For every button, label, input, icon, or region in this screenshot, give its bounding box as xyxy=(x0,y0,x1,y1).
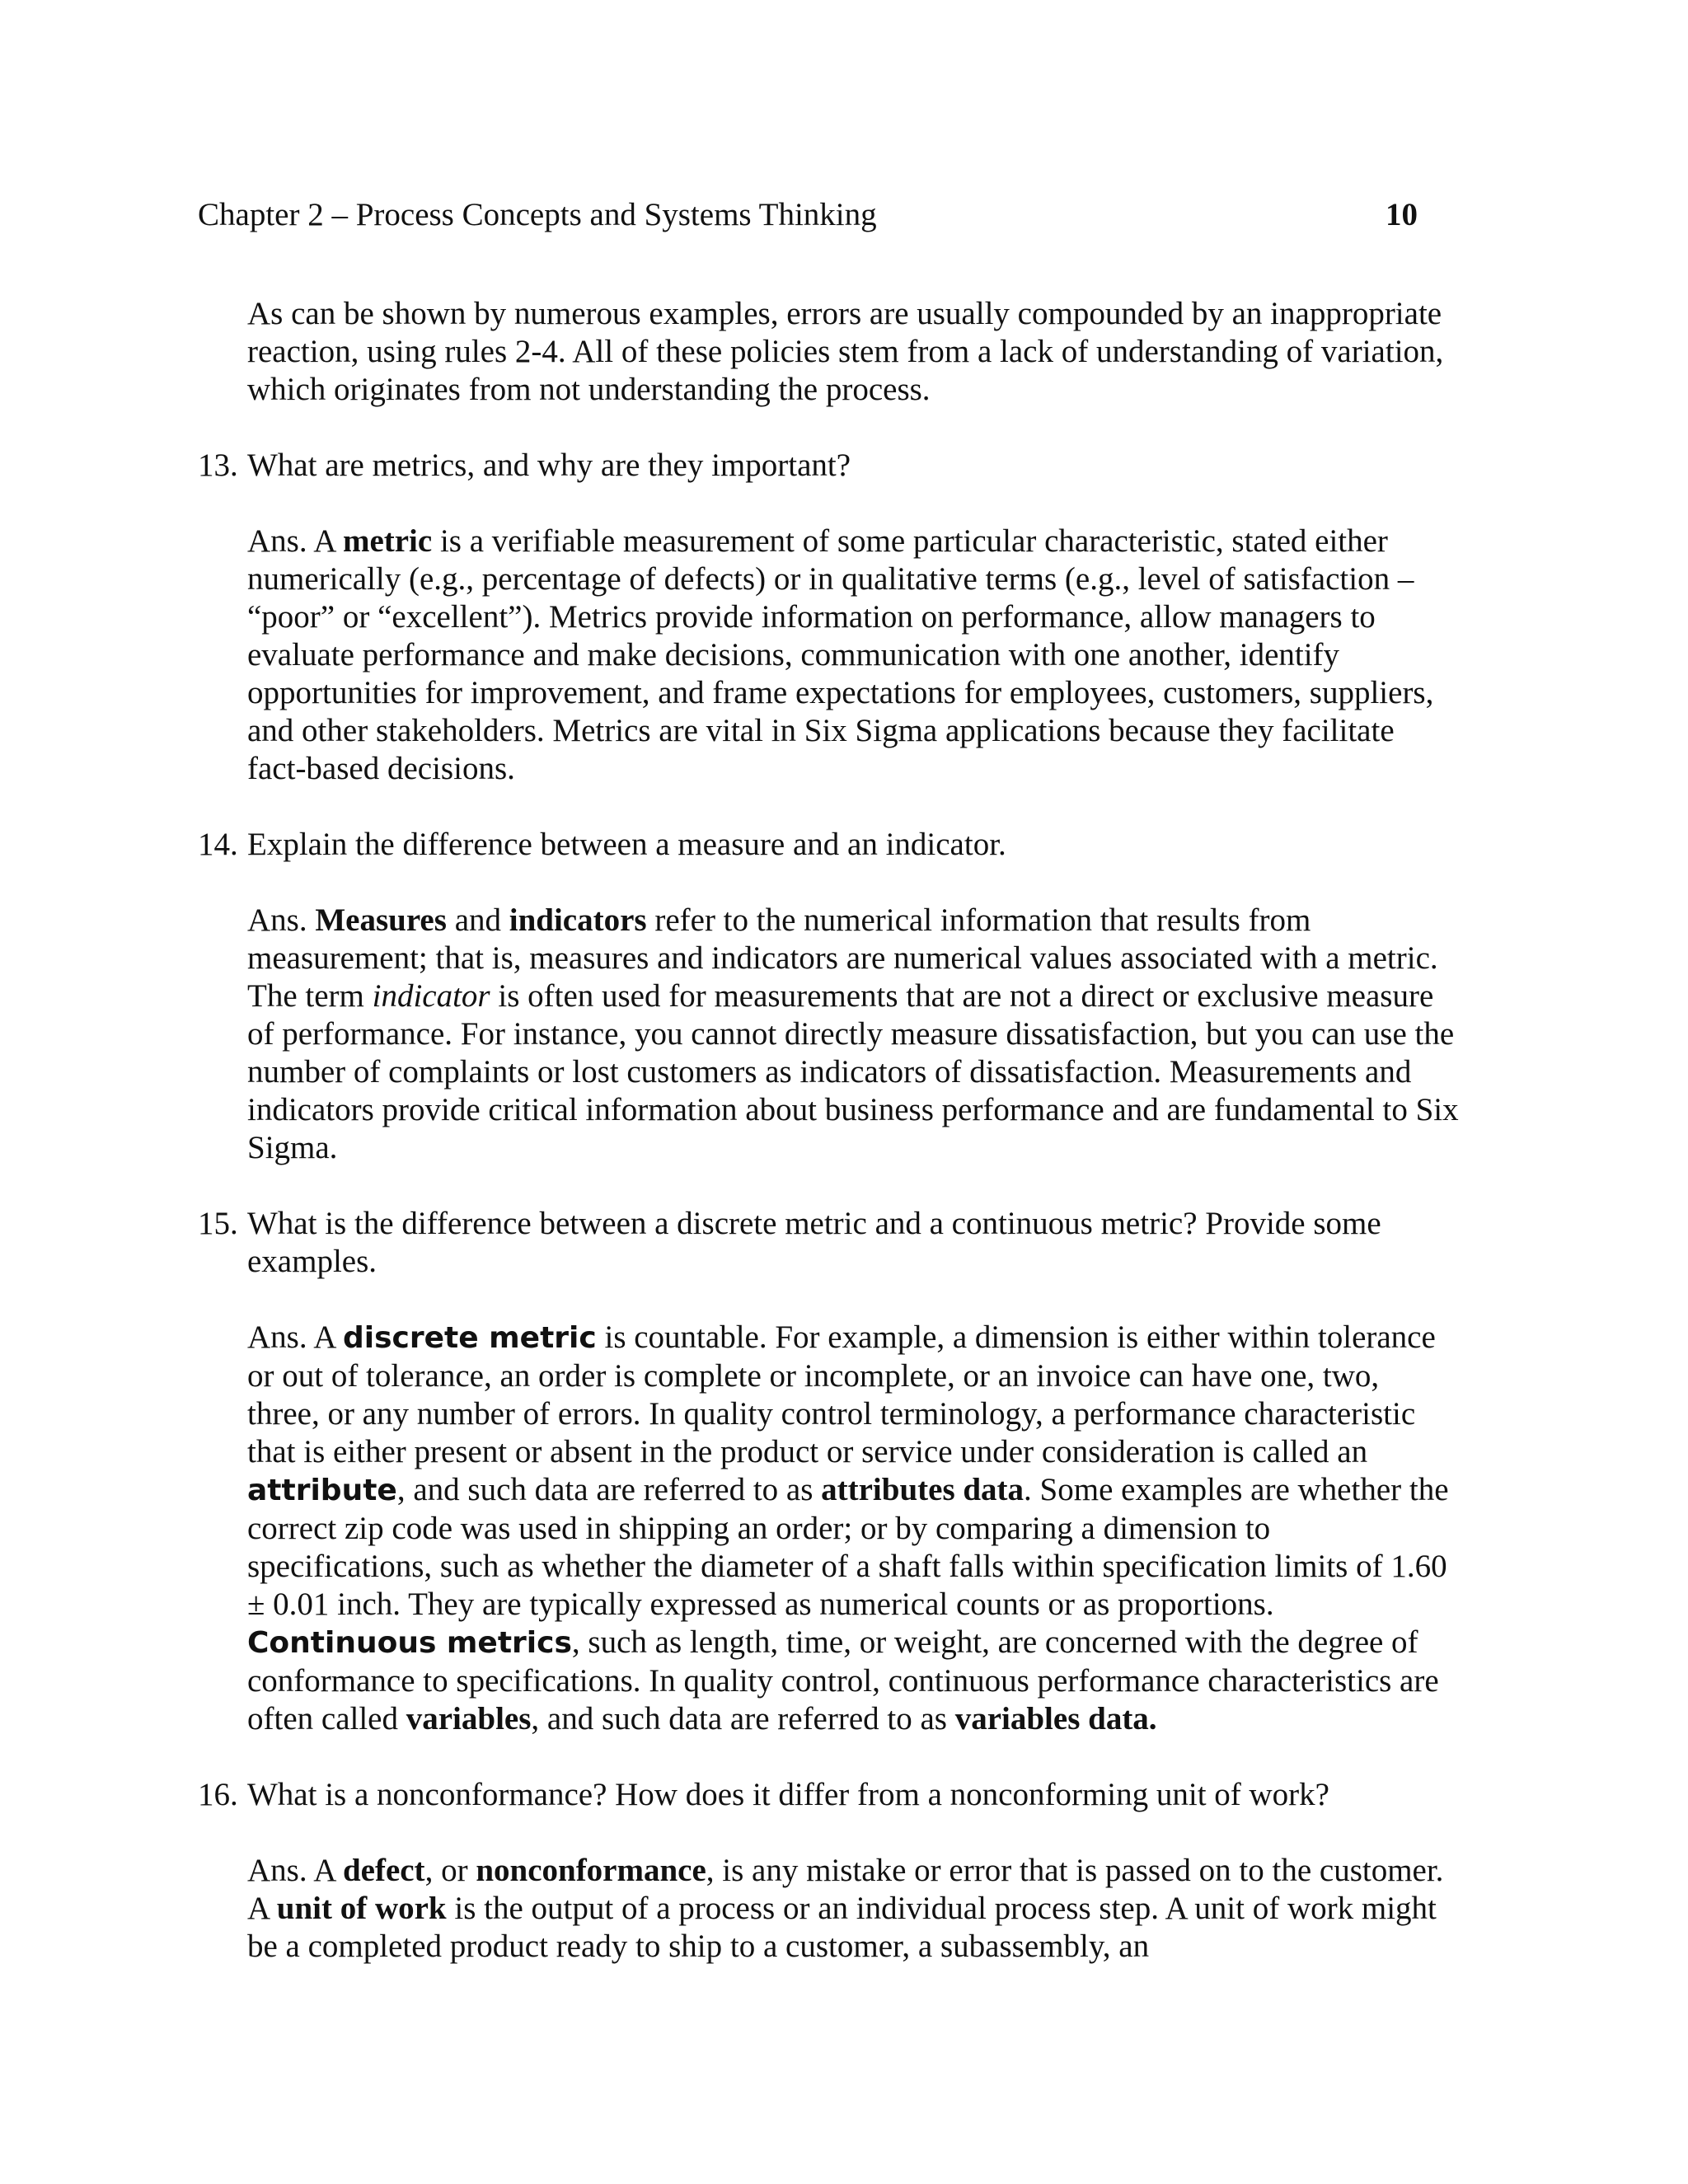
answer-text: is the output of a process or an individual process step. A unit of work might be a completed product ready to ship to a customer, a subassembly, an xyxy=(247,1891,1437,1964)
question-text: What is the difference between a discrete metric and a continuous metric? Provide some examples. xyxy=(247,1206,1381,1279)
question-14 xyxy=(198,826,1459,864)
chapter-title: Chapter 2 – Process Concepts and Systems Thinking xyxy=(198,197,877,232)
term-indicators: indicators xyxy=(509,902,647,938)
answer-text: refer to the numerical information that results from measurement; that is, measures and indicators are numerical values associated with a metric. The term xyxy=(247,902,1438,1014)
question-13 xyxy=(198,447,1459,485)
answer-14 xyxy=(198,902,1459,1167)
answer-prefix: Ans. A xyxy=(247,1319,343,1355)
answer-15 xyxy=(198,1319,1459,1738)
answer-text: , and such data are referred to as xyxy=(396,1472,822,1507)
question-text: Explain the difference between a measure and an indicator. xyxy=(247,827,1006,862)
question-15 xyxy=(198,1205,1459,1281)
answer-text: , or xyxy=(424,1853,476,1888)
answer-text: , and such data are referred to as xyxy=(531,1701,955,1736)
answer-text: , is any mistake or error that is passed on to the customer. A xyxy=(247,1853,1444,1926)
answer-16 xyxy=(198,1852,1459,1966)
intro-paragraph xyxy=(198,295,1459,409)
question-text: What is a nonconformance? How does it differ from a nonconforming unit of work? xyxy=(247,1777,1329,1812)
term-variables: variables xyxy=(406,1701,532,1736)
answer-text: is a verifiable measurement of some particular characteristic, stated either numerically (e.g., percentage of defects) or in qualitative terms (e.g., level of satisfaction – “poor” or “excellent”). Metrics provide information on performance, allow managers to evaluate performance and make decisions, communication with one another, identify opportunities for improvement, and frame expectations for employees, customers, suppliers, and other stakeholders. Metrics are vital in Six Sigma applications because they facilitate fact-based decisions. xyxy=(247,523,1434,786)
answer-text: . Some examples are whether the correct zip code was used in shipping an order; or by comparing a dimension to specifications, such as whether the diameter of a shaft falls within specification limits of 1.60 ± 0.01 inch. They are typically expressed as numerical counts or as proportions. xyxy=(247,1472,1449,1622)
term-attributes-data: attributes data xyxy=(821,1472,1025,1507)
answer-prefix: Ans. A xyxy=(247,1853,343,1888)
term-variables-data: variables data. xyxy=(954,1701,1157,1736)
answer-13 xyxy=(198,523,1459,788)
question-text: What are metrics, and why are they important? xyxy=(247,448,851,483)
answer-prefix: Ans. xyxy=(247,902,316,938)
question-number: 15. xyxy=(198,1206,238,1241)
intro-text: As can be shown by numerous examples, errors are usually compounded by an inappropriate reaction, using rules 2-4. All of these policies stem from a lack of understanding of variation, which originates from not understanding the process. xyxy=(247,296,1444,407)
term-nonconformance: nonconformance xyxy=(476,1853,706,1888)
answer-text: is often used for measurements that are not a direct or exclusive measure of performance. For instance, you cannot directly measure dissatisfaction, but you can use the number of complaints or lost customers as indicators of dissatisfaction. Measurements and indicators provide critical information about business performance and are fundamental to Six Sigma. xyxy=(247,978,1459,1165)
term-discrete-metric: discrete metric xyxy=(342,1321,597,1355)
term-continuous-metrics: Continuous metrics xyxy=(247,1626,572,1660)
term-measures: Measures xyxy=(315,902,447,938)
term-metric: metric xyxy=(342,523,433,559)
term-indicator-italic: indicator xyxy=(372,978,490,1014)
answer-text: and xyxy=(446,902,509,938)
question-number: 14. xyxy=(198,827,238,862)
question-16 xyxy=(198,1776,1459,1814)
answer-text: , such as length, time, or weight, are concerned with the degree of conformance to specifications. In quality control, continuous performance characteristics are often called xyxy=(247,1624,1439,1736)
page-content xyxy=(198,295,1459,1966)
term-unit-of-work: unit of work xyxy=(276,1891,447,1926)
answer-prefix: Ans. A xyxy=(247,523,343,559)
question-number: 13. xyxy=(198,448,238,483)
answer-text: is countable. For example, a dimension is either within tolerance or out of tolerance, an order is complete or incomplete, or an invoice can have one, two, three, or any number of errors. In quality control terminology, a performance characteristic that is either present or absent in the product or service under consideration is called an xyxy=(247,1319,1436,1469)
question-number: 16. xyxy=(198,1777,238,1812)
page-number: 10 xyxy=(1386,197,1418,232)
term-defect: defect xyxy=(342,1853,425,1888)
term-attribute: attribute xyxy=(247,1474,397,1507)
